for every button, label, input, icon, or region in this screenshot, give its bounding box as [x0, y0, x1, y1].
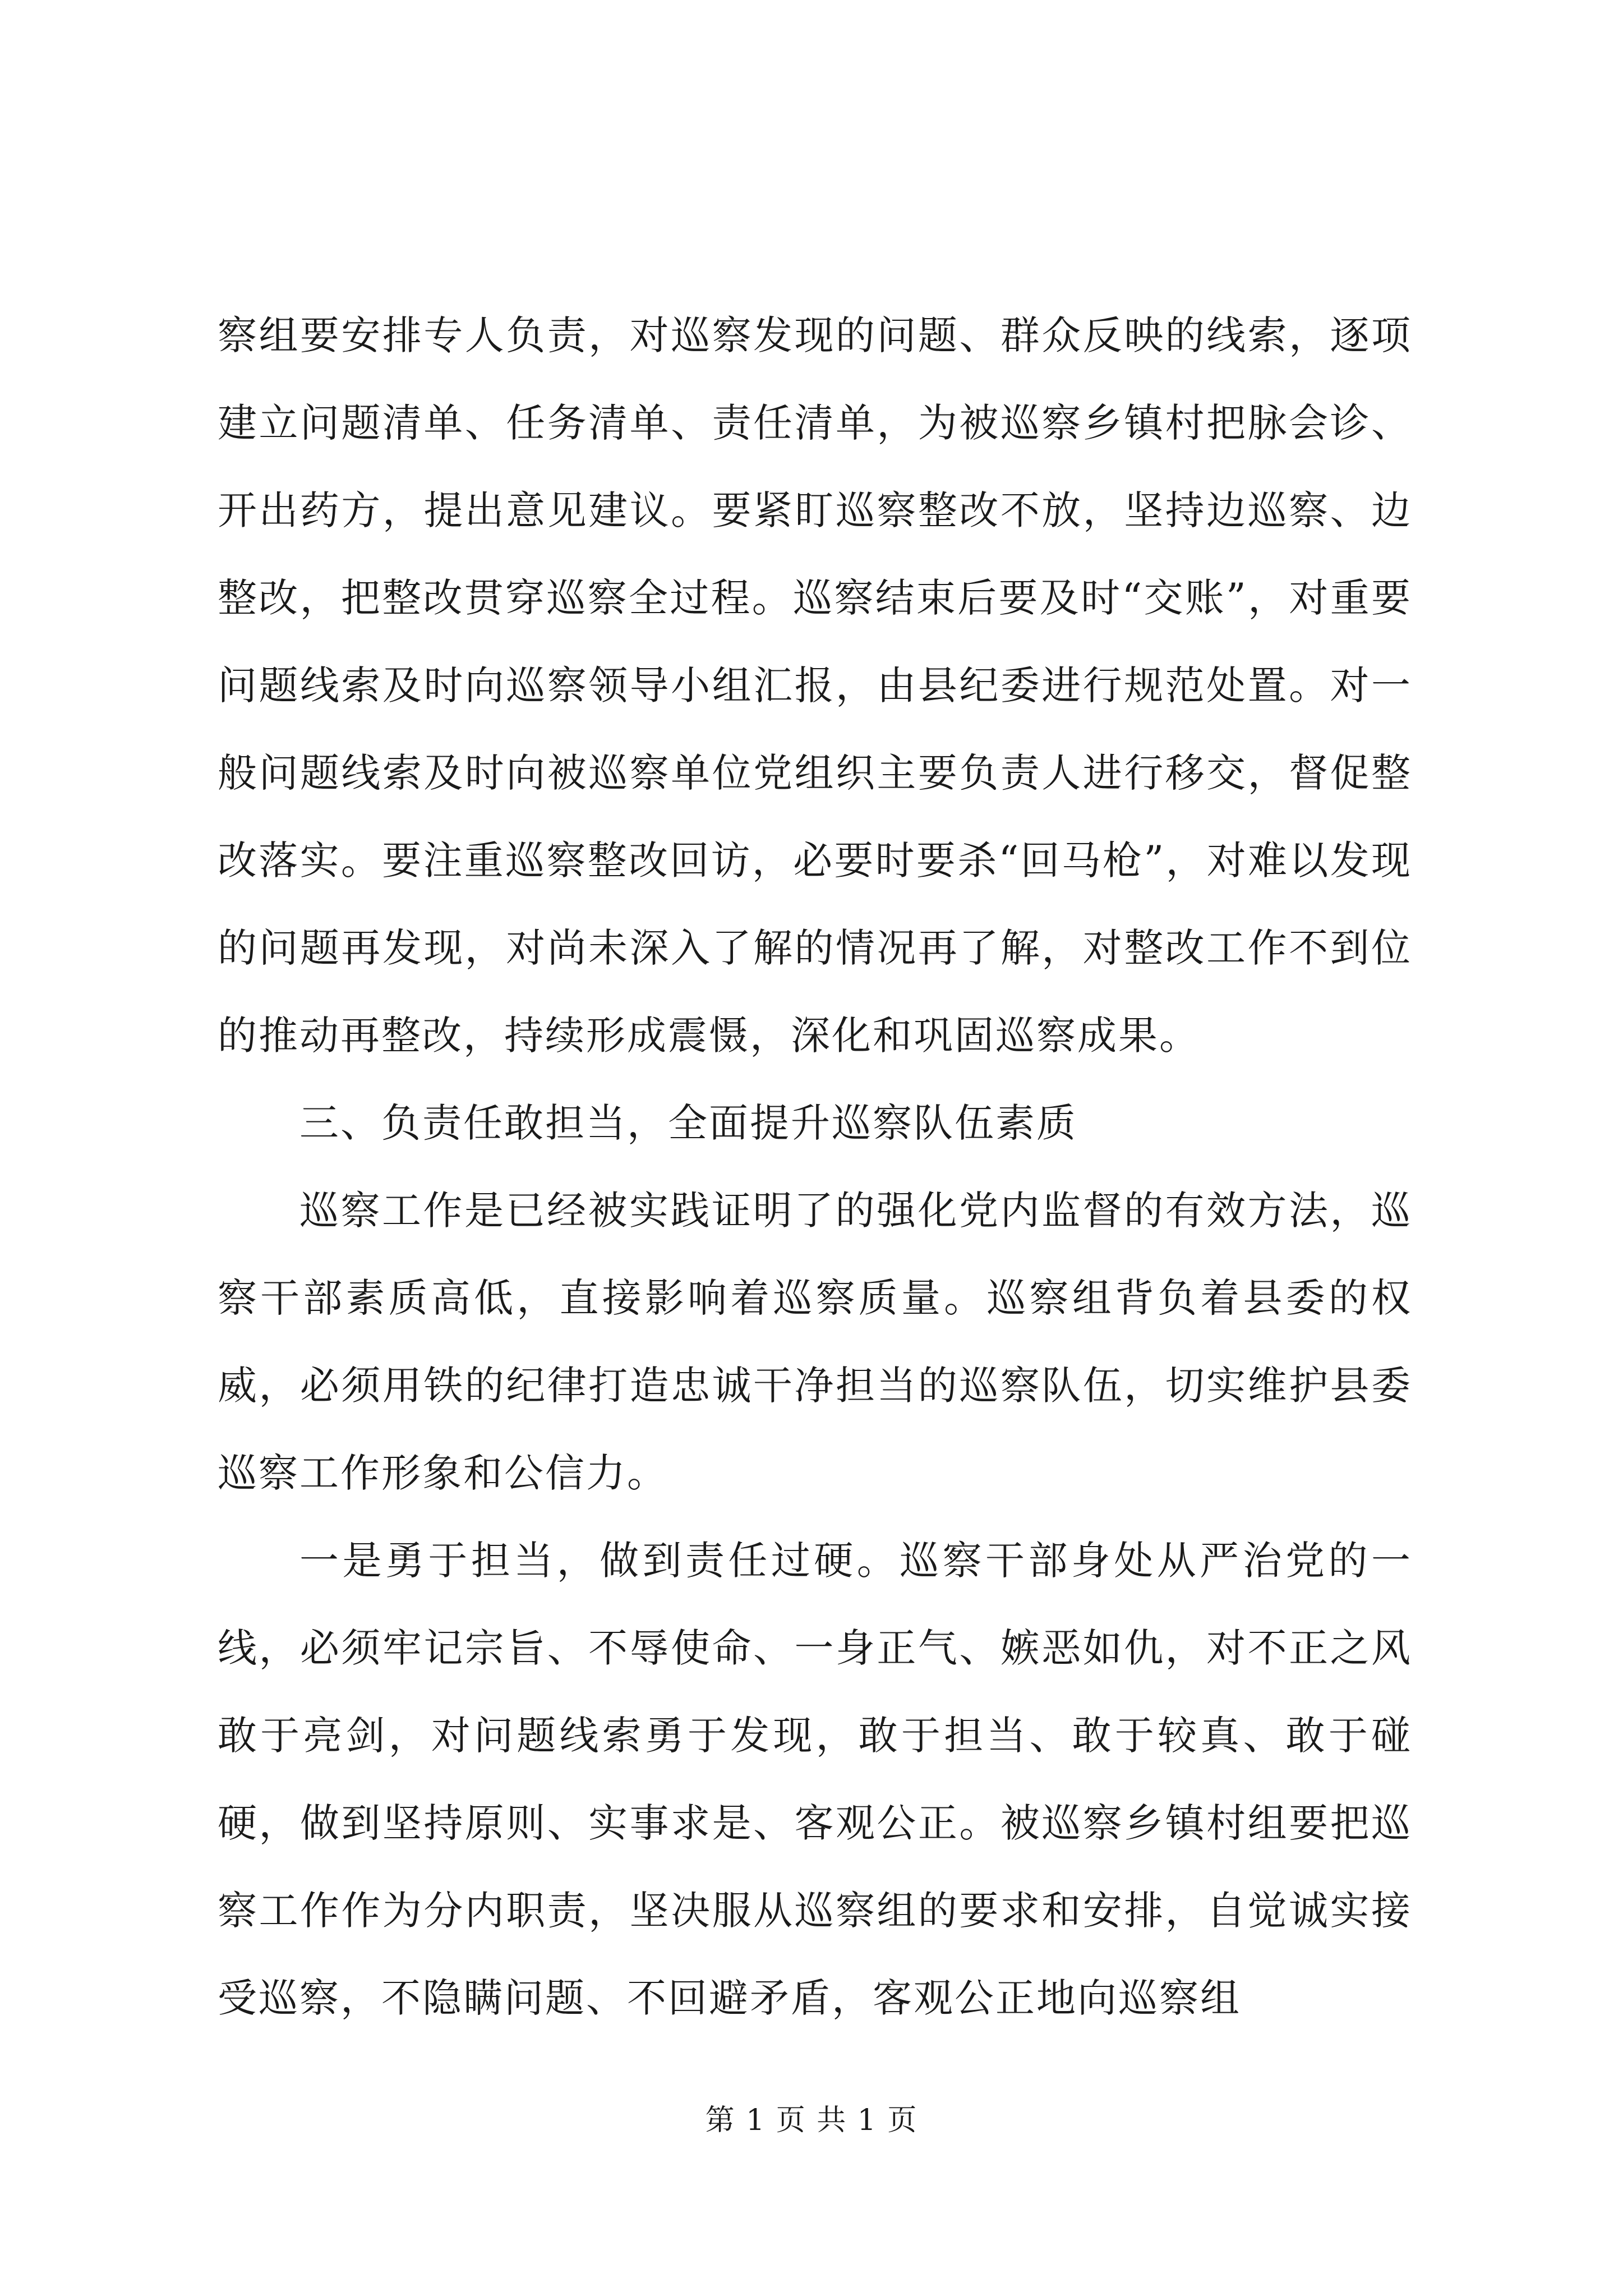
document-body: [218, 292, 1412, 2042]
paragraph-2: 巡察工作是已经被实践证明了的强化党内监督的有效方法，巡察干部素质高低，直接影响着巡察质量。巡察组背负着县委的权威，必须用铁的纪律打造忠诚干净担当的巡察队伍，切实维护县委巡察工作形象和公信力。: [218, 1188, 1412, 1496]
section-heading-3: 三、负责任敢担当，全面提升巡察队伍素质: [299, 1100, 1077, 1146]
paragraph-3: 一是勇于担当，做到责任过硬。巡察干部身处从严治党的一线，必须牢记宗旨、不辱使命、一身正气、嫉恶如仇，对不正之风敢于亮剑，对问题线索勇于发现，敢于担当、敢于较真、敢于碰硬，做到坚持原则、实事求是、客观公正。被巡察乡镇村组要把巡察工作作为分内职责，坚决服从巡察组的要求和安排，自觉诚实接受巡察，不隐瞒问题、不回避矛盾，客观公正地向巡察组: [218, 1538, 1412, 2021]
paragraph-1: 察组要安排专人负责，对巡察发现的问题、群众反映的线索，逐项建立问题清单、任务清单、责任清单，为被巡察乡镇村把脉会诊、开出药方，提出意见建议。要紧盯巡察整改不放，坚持边巡察、边整改，把整改贯穿巡察全过程。巡察结束后要及时“交账”，对重要问题线索及时向巡察领导小组汇报，由县纪委进行规范处置。对一般问题线索及时向被巡察单位党组织主要负责人进行移交，督促整改落实。要注重巡察整改回访，必要时要杀“回马枪”，对难以发现的问题再发现，对尚未深入了解的情况再了解，对整改工作不到位的推动再整改，持续形成震慑，深化和巩固巡察成果。: [218, 312, 1412, 1059]
page-number-footer: 第 1 页 共 1 页: [705, 2104, 918, 2137]
